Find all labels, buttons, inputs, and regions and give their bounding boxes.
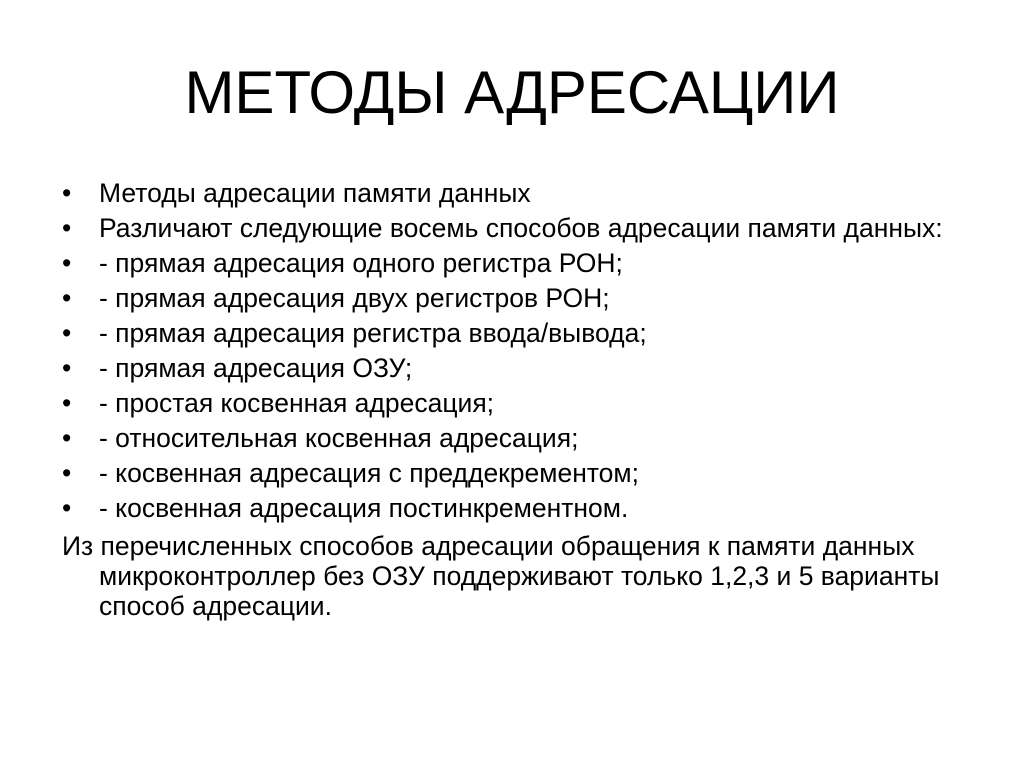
- bullet-dot: •: [62, 213, 72, 243]
- bullet-text: - прямая адресация ОЗУ;: [99, 353, 413, 383]
- bullet-text: Различают следующие восемь способов адресации памяти данных:: [99, 213, 943, 243]
- bullet-dot: •: [62, 458, 72, 488]
- bullet-text: - прямая адресация регистра ввода/вывода;: [99, 318, 647, 348]
- slide-title: МЕТОДЫ АДРЕСАЦИИ: [184, 59, 840, 126]
- bullet-item: [62, 178, 972, 208]
- bullet-text: - простая косвенная адресация;: [99, 388, 495, 418]
- bullet-dot: •: [62, 248, 72, 278]
- bullet-dot: •: [62, 423, 72, 453]
- bullet-text: - прямая адресация одного регистра РОН;: [99, 248, 623, 278]
- bullet-item: [62, 248, 972, 278]
- bullet-item: [62, 353, 972, 383]
- bullet-item: [62, 458, 972, 488]
- bullet-text: - прямая адресация двух регистров РОН;: [99, 283, 610, 313]
- bullet-text: Методы адресации памяти данных: [99, 178, 531, 208]
- bullet-dot: •: [62, 318, 72, 348]
- bullet-item: [62, 493, 972, 523]
- summary-paragraph: Из перечисленных способов адресации обращения к памяти данных микроконтроллер без ОЗУ поддерживают только 1,2,3 и 5 варианты способ адресации.: [62, 531, 940, 621]
- bullet-item: [62, 213, 972, 243]
- bullet-dot: •: [62, 178, 72, 208]
- bullet-dot: •: [62, 283, 72, 313]
- bullet-item: [62, 318, 972, 348]
- bullet-item: [62, 283, 972, 313]
- bullet-dot: •: [62, 353, 72, 383]
- bullet-text: - относительная косвенная адресация;: [99, 423, 579, 453]
- bullet-dot: •: [62, 493, 72, 523]
- bullet-item: [62, 388, 972, 418]
- slide-body: [62, 178, 972, 621]
- bullet-text: - косвенная адресация с преддекрементом;: [99, 458, 640, 488]
- bullet-list: [62, 178, 972, 523]
- bullet-item: [62, 423, 972, 453]
- bullet-dot: •: [62, 388, 72, 418]
- bullet-text: - косвенная адресация постинкрементном.: [99, 493, 629, 523]
